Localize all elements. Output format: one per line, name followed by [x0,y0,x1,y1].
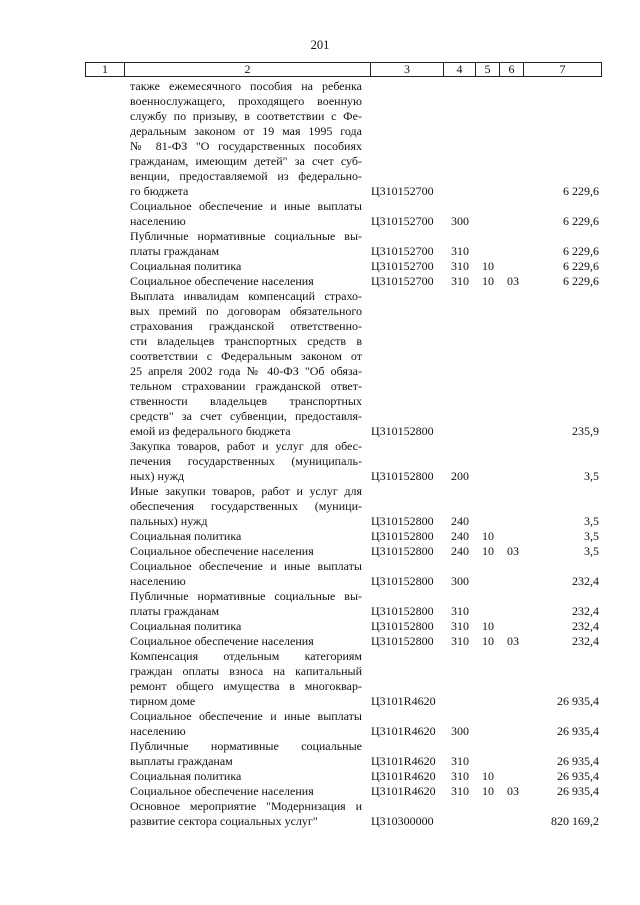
row-amount: 6 229,6 [563,259,599,273]
table-row [0,619,640,634]
row-name-line: Социальное обеспечение и иные выплаты [130,709,362,723]
table-row [0,784,640,799]
row-name-line: Социальное обеспечение населения [130,274,314,288]
header-cell-7: 7 [524,63,602,77]
row-name-line: военнослужащего, проходящего военную [130,94,362,108]
table-row [0,529,640,544]
row-amount: 6 229,6 [563,184,599,198]
row-name-line: развитие сектора социальных услуг" [130,814,318,828]
row-name-line: Публичные нормативные социальные вы- [130,589,362,603]
row-name [130,784,362,799]
table-row [0,439,640,484]
table-row [0,799,640,829]
header-row [86,63,602,77]
row-amount: 3,5 [584,544,599,558]
row-name-line: Закупка товаров, работ и услуг для обес- [130,439,362,453]
row-name-line: платы гражданам [130,244,220,258]
row-amount: 232,4 [572,574,599,588]
row-name-line: Социальная политика [130,619,242,633]
row-target-code: Ц310152800 [371,574,434,588]
row-expense-type: 240 [451,529,469,543]
row-expense-type: 310 [451,619,469,633]
row-name [130,634,362,649]
row-name-line: страхования гражданской ответственно- [130,319,362,333]
table-row [0,79,640,199]
row-name [130,484,362,529]
row-name [130,79,362,199]
row-name-line: населению [130,574,186,588]
row-expense-type: 310 [451,769,469,783]
row-target-code: Ц310152800 [371,604,434,618]
row-name-line: тельном страховании гражданской ответ- [130,379,362,393]
row-name-line: платы гражданам [130,604,220,618]
row-target-code: Ц310152800 [371,424,434,438]
row-subsection: 03 [507,634,519,648]
row-target-code: Ц3101R4620 [371,769,436,783]
row-target-code: Ц310152700 [371,244,434,258]
row-subsection: 03 [507,274,519,288]
row-name-line: Социальное обеспечение населения [130,634,314,648]
page-number: 201 [310,38,330,52]
row-expense-type: 310 [451,754,469,768]
row-name-line: соответствии с Федеральным законом от [130,349,362,363]
row-name [130,709,362,739]
row-name-line: Социальное обеспечение населения [130,544,314,558]
row-name [130,274,362,289]
row-name-line: населению [130,724,186,738]
row-name [130,589,362,619]
row-name-line: Иные закупки товаров, работ и услуг для [130,484,362,498]
row-name-line: гражданам, имеющим детей" за счет суб- [130,154,362,168]
row-name [130,229,362,259]
row-name-line: пальных) нужд [130,514,208,528]
row-section: 10 [482,274,494,288]
row-amount: 235,9 [572,424,599,438]
table-row [0,709,640,739]
row-section: 10 [482,769,494,783]
row-amount: 3,5 [584,529,599,543]
row-name-line: Социальная политика [130,259,242,273]
row-expense-type: 310 [451,244,469,258]
row-expense-type: 300 [451,724,469,738]
row-name-line: Социальное обеспечение населения [130,784,314,798]
row-name-line: обеспечения государственных (муници- [130,499,362,513]
column-header-table [85,62,602,77]
row-amount: 6 229,6 [563,214,599,228]
row-target-code: Ц3101R4620 [371,724,436,738]
row-amount: 26 935,4 [557,694,599,708]
row-section: 10 [482,634,494,648]
row-name [130,619,362,634]
row-expense-type: 240 [451,544,469,558]
row-name-line: сти владельцев транспортных средств в [130,334,362,348]
table-row [0,259,640,274]
row-subsection: 03 [507,784,519,798]
row-amount: 820 169,2 [551,814,599,828]
row-amount: 3,5 [584,469,599,483]
table-row [0,544,640,559]
table-row [0,289,640,439]
row-name-line: Социальная политика [130,769,242,783]
row-name [130,544,362,559]
row-target-code: Ц310152800 [371,514,434,528]
row-name [130,259,362,274]
header-cell-5: 5 [476,63,500,77]
row-name-line: Социальное обеспечение и иные выплаты [130,199,362,213]
row-name-line: тирном доме [130,694,196,708]
row-name [130,439,362,484]
row-target-code: Ц310152700 [371,214,434,228]
row-amount: 6 229,6 [563,274,599,288]
row-expense-type: 300 [451,214,469,228]
table-row [0,559,640,589]
row-name-line: Основное мероприятие "Модернизация и [130,799,362,813]
row-target-code: Ц310152800 [371,544,434,558]
row-name [130,559,362,589]
row-subsection: 03 [507,544,519,558]
budget-table-body [0,79,640,829]
row-section: 10 [482,259,494,273]
row-name-line: деральным законом от 19 мая 1995 года [130,124,362,138]
row-section: 10 [482,529,494,543]
header-cell-2: 2 [125,63,371,77]
row-name [130,739,362,769]
row-name-line: печения государственных (муниципаль- [130,454,362,468]
row-name-line: 25 апреля 2002 года № 40-ФЗ "Об обяза- [130,364,362,378]
row-name-line: ственности владельцев транспортных [130,394,362,408]
row-expense-type: 300 [451,574,469,588]
row-expense-type: 310 [451,274,469,288]
table-row [0,634,640,649]
row-amount: 232,4 [572,604,599,618]
row-target-code: Ц310152700 [371,259,434,273]
row-amount: 6 229,6 [563,244,599,258]
row-target-code: Ц310152800 [371,529,434,543]
table-row [0,484,640,529]
table-row [0,199,640,229]
row-name-line: Публичные нормативные социальные [130,739,362,753]
row-name-line: ремонт общего имущества в многоквар- [130,679,362,693]
row-expense-type: 310 [451,634,469,648]
row-name-line: средств" за счет субвенции, предоставля- [130,409,362,423]
row-target-code: Ц3101R4620 [371,784,436,798]
row-expense-type: 200 [451,469,469,483]
row-section: 10 [482,619,494,633]
row-name-line: также ежемесячного пособия на ребенка [130,79,362,93]
row-name [130,199,362,229]
row-target-code: Ц310152800 [371,469,434,483]
row-name-line: вых премий по договорам обязательного [130,304,362,318]
header-cell-1: 1 [86,63,125,77]
row-name [130,289,362,439]
row-amount: 232,4 [572,634,599,648]
table-row [0,229,640,259]
row-name-line: Публичные нормативные социальные вы- [130,229,362,243]
row-section: 10 [482,784,494,798]
row-name-line: Компенсация отдельным категориям [130,649,362,663]
row-name-line: венции, предоставляемой из федерально- [130,169,362,183]
row-expense-type: 310 [451,784,469,798]
row-target-code: Ц3101R4620 [371,694,436,708]
row-amount: 26 935,4 [557,754,599,768]
row-name [130,799,362,829]
row-target-code: Ц310152800 [371,634,434,648]
row-target-code: Ц310300000 [371,814,434,828]
row-target-code: Ц310152800 [371,619,434,633]
row-amount: 26 935,4 [557,769,599,783]
table-row [0,274,640,289]
row-target-code: Ц310152700 [371,184,434,198]
row-name-line: Выплата инвалидам компенсаций страхо- [130,289,362,303]
row-name-line: Социальная политика [130,529,242,543]
row-name-line: службу по призыву, в соответствии с Фе- [130,109,362,123]
row-section: 10 [482,544,494,558]
row-name-line: выплаты гражданам [130,754,233,768]
table-row [0,739,640,769]
table-row [0,589,640,619]
header-cell-6: 6 [500,63,524,77]
row-expense-type: 240 [451,514,469,528]
row-name-line: ных) нужд [130,469,185,483]
row-amount: 232,4 [572,619,599,633]
row-name-line: населению [130,214,186,228]
row-name-line: емой из федерального бюджета [130,424,291,438]
header-cell-4: 4 [444,63,476,77]
table-row [0,649,640,709]
row-expense-type: 310 [451,604,469,618]
row-amount: 3,5 [584,514,599,528]
row-target-code: Ц3101R4620 [371,754,436,768]
row-name-line: граждан оплаты взноса на капитальный [130,664,362,678]
header-cell-3: 3 [371,63,444,77]
row-name-line: Социальное обеспечение и иные выплаты [130,559,362,573]
row-amount: 26 935,4 [557,784,599,798]
row-name [130,649,362,709]
row-name-line: го бюджета [130,184,189,198]
row-target-code: Ц310152700 [371,274,434,288]
table-row [0,769,640,784]
row-name [130,769,362,784]
row-name [130,529,362,544]
row-expense-type: 310 [451,259,469,273]
row-name-line: № 81-ФЗ "О государственных пособиях [130,139,362,153]
row-amount: 26 935,4 [557,724,599,738]
